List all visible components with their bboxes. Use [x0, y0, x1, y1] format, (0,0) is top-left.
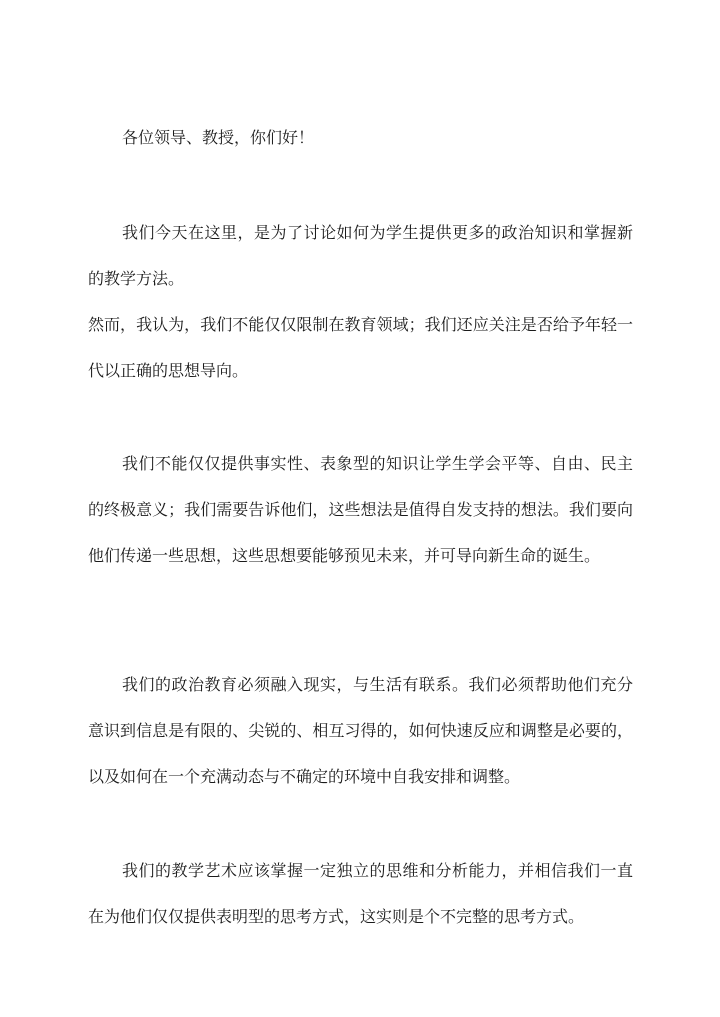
paragraph-1: 我们今天在这里，是为了讨论如何为学生提供更多的政治知识和掌握新的教学方法。 — [88, 223, 633, 288]
paragraph-5: 我们的教学艺术应该掌握一定独立的思维和分析能力，并相信我们一直在为他们仅仅提供表明型的思考方式，这实则是个不完整的思考方式。 — [88, 861, 633, 926]
paragraph-2: 然而，我认为，我们不能仅仅限制在教育领域；我们还应关注是否给予年轻一代以正确的思想导向。 — [88, 315, 633, 380]
paragraph-4: 我们的政治教育必须融入现实，与生活有联系。我们必须帮助他们充分意识到信息是有限的、尖锐的、相互习得的，如何快速反应和调整是必要的，以及如何在一个充满动态与不确定的环境中自我安排和调整。 — [88, 675, 633, 786]
paragraph-3: 我们不能仅仅提供事实性、表象型的知识让学生学会平等、自由、民主的终极意义；我们需要告诉他们，这些想法是值得自发支持的想法。我们要向他们传递一些思想，这些思想要能够预见未来，并可导向新生命的诞生。 — [88, 454, 633, 565]
greeting: 各位领导、教授，你们好！ — [122, 128, 315, 147]
